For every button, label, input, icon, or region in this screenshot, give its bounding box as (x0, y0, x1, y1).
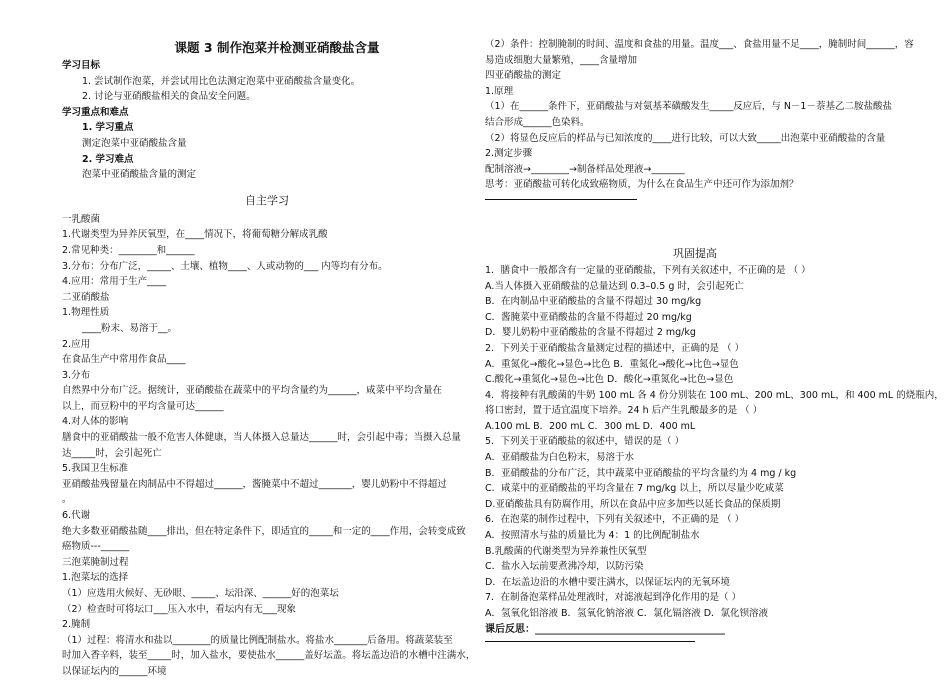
text-line: 2.测定步骤 (485, 148, 533, 160)
text-line: A．按照清水与盐的质量比为 4：1 的比例配制盐水 (485, 530, 700, 542)
text-line: 时加入香辛料，装至_____时，加入盐水，要使盐水______盖好坛盖。将坛盖边沿的水槽中注满水， (62, 650, 476, 662)
text-line: 4．将接种有乳酸菌的牛奶 100 mL 各 4 份分别装在 100 mL、200 mL、300 mL，和 400 mL 的烧瓶内， (485, 389, 944, 401)
exercise-list (485, 263, 944, 622)
answer-rule (485, 193, 637, 200)
text-line: 1. 学习重点 (82, 122, 134, 134)
text-line: 将口密封，置于适宜温度下培养。24 h 后产生乳酸最多的是 （ ） (485, 405, 763, 417)
document-title: 课题 3 制作泡菜并检测亚硝酸盐含量 (174, 40, 380, 55)
text-line: 学习重点和难点 (62, 106, 129, 118)
text-line: 测定泡菜中亚硝酸盐含量 (82, 137, 187, 149)
text-line: 癌物质---______ (62, 541, 130, 553)
text-line: ____粉末、易溶于__。 (82, 322, 178, 334)
text-line: 在食品生产中常用作食品____ (62, 354, 186, 366)
left-column (62, 0, 476, 680)
text-line: A.当人体摄入亚硝酸盐的总量达到 0.3–0.5 g 时，会引起死亡 (485, 280, 744, 292)
text-line: 泡菜中亚硝酸盐含量的测定 (82, 169, 197, 181)
left-content (62, 58, 476, 680)
text-line: 2. 讨论与亚硝酸盐相关的食品安全问题。 (82, 91, 256, 103)
text-line: 绝大多数亚硝酸盐随____排出，但在特定条件下，即适宜的_____和一定的____作用，会转变成致 (62, 525, 466, 537)
text-line: 3.分布 (62, 369, 91, 381)
text-line: A．亚硝酸盐为白色粉末，易溶于水 (485, 452, 634, 464)
text-line: 一乳酸菌 (62, 213, 101, 225)
text-line: 膳食中的亚硝酸盐一般不危害人体健康，当人体摄入总量达______时，会引起中毒；当摄入总量 (62, 432, 462, 444)
text-line: 自然界中分布广泛。据统计，亚硝酸盐在蔬菜中的平均含量约为______，咸菜中平均含量在 (62, 385, 443, 397)
text-line: A.100 mL B．200 mL C．300 mL D．400 mL (485, 420, 696, 432)
text-line: 6.代谢 (62, 510, 91, 522)
text-line: 易造成细胞大量繁殖，____含量增加 (485, 54, 638, 66)
text-line: （2）检查时可将坛口___压入水中，看坛内有无___现象 (62, 603, 297, 615)
text-line: 1.原理 (485, 85, 514, 97)
text-line: B．亚硝酸盐的分布广泛，其中蔬菜中亚硝酸盐的平均含量约为 4 mg / kg (485, 467, 797, 479)
text-line: 以上，而豆粉中的平均含量可达______ (62, 400, 224, 412)
text-line: 2．下列关于亚硝酸盐含量测定过程的描述中，正确的是 （ ） (485, 342, 745, 354)
text-line: （2）条件：控制腌制的时间、温度和食盐的用量。温度___、食盐用量不足____，腌制时间______，容 (485, 39, 914, 50)
text-line: 4.应用：常用于生产____ (62, 276, 167, 288)
text-line: （2）将显色反应后的样品与已知浓度的____进行比较，可以大致_____出泡菜中亚硝酸盐的含量 (485, 132, 886, 144)
text-line: 1.物理性质 (62, 307, 110, 319)
right-column (485, 0, 944, 642)
text-line: D．婴儿奶粉中亚硝酸盐的含量不得超过 2 mg/kg (485, 327, 696, 339)
text-line: （1）在______条件下，亚硝酸盐与对氨基苯磺酸发生_____反应后，与 N－1－萘基乙二胺盐酸盐 (485, 101, 892, 113)
text-line: 学习目标 (62, 60, 101, 71)
text-line: 达_____时，会引起死亡 (62, 447, 162, 459)
text-line: 6．在泡菜的制作过程中，下列有关叙述中，不正确的是 （ ） (485, 514, 745, 526)
text-line: 2. 学习难点 (82, 153, 134, 165)
text-line: C．盐水入坛前要煮沸冷却，以防污染 (485, 561, 644, 573)
text-line: 2.腌制 (62, 619, 91, 631)
text-line: 以保证坛内的______环境 (62, 665, 167, 677)
text-line: C．酱腌菜中亚硝酸盐的含量不得超过 20 mg/kg (485, 311, 692, 323)
text-line: A．氢氧化铝溶液 B．氢氧化钠溶液 C．氯化镉溶液 D．氯化钡溶液 (485, 608, 769, 619)
text-line: （1）过程：将清水和盐以________的质量比例配制盐水。将盐水_______后备用。将蔬菜装至 (62, 634, 453, 646)
text-line: 1.代谢类型为异养厌氧型，在____情况下，将葡萄糖分解成乳酸 (62, 229, 328, 241)
text-line: C．咸菜中的亚硝酸盐的平均含量在 7 mg/kg 以上，所以尽量少吃咸菜 (485, 483, 784, 495)
text-line: 四亚硝酸盐的测定 (485, 70, 562, 82)
text-line: 思考：亚硝酸盐可转化成致癌物质，为什么在食品生产中还可作为添加剂？ (485, 179, 799, 191)
text-line: 5．下列关于亚硝酸盐的叙述中，错误的是（ ） (485, 436, 685, 448)
text-line: D.亚硝酸盐具有防腐作用，所以在食品中应多加些以延长食品的保质期 (485, 498, 781, 510)
consolidate-heading: 巩固提高 (673, 246, 717, 260)
text-line: B．在肉制品中亚硝酸盐的含量不得超过 30 mg/kg (485, 296, 702, 308)
text-line: 亚硝酸盐残留量在肉制品中不得超过______，酱腌菜中不超过_______，婴儿奶粉中不得超过 (62, 478, 447, 490)
text-line: A．重氮化→酸化→显色→比色 B．重氮化→酸化→比色→显色 (485, 358, 739, 370)
text-line: 二亚硝酸盐 (62, 291, 110, 303)
text-line: 1. 尝试制作泡菜，并尝试用比色法测定泡菜中亚硝酸盐含量变化。 (82, 75, 361, 87)
text-line: 4.对人体的影响 (62, 416, 129, 428)
text-line: 7．在制备泡菜样品处理液时，对滤液起到净化作用的是（ ） (485, 592, 742, 604)
text-line: 配制溶液→________→制备样品处理液→_______ (485, 163, 685, 175)
text-line: 1.泡菜坛的选择 (62, 572, 129, 584)
text-line: 。 (62, 494, 72, 506)
text-line: 结合形成______色染料。 (485, 116, 590, 128)
text-line: 1．膳食中一般都含有一定量的亚硝酸盐，下列有关叙述中，不正确的是 （ ） (485, 264, 811, 276)
text-line: C.酸化→重氮化→显色→比色 D．酸化→重氮化→比色→显色 (485, 374, 734, 386)
text-line: 5.我国卫生标准 (62, 463, 129, 475)
right-content-top (485, 37, 914, 193)
text-line: 2.常见种类：________和______ (62, 244, 195, 256)
text-line: 2.应用 (62, 338, 91, 350)
text-line: D．在坛盖边沿的水槽中要注满水，以保证坛内的无氧环境 (485, 576, 730, 588)
text-line: 三泡菜腌制过程 (62, 556, 129, 568)
reflection-line: 课后反思：______________________________________ (485, 623, 725, 635)
reflection-rule (485, 637, 695, 642)
text-line: 自主学习 (245, 193, 289, 207)
text-line: （1）应选用火候好、无砂眼、_____、坛沿深、______好的泡菜坛 (62, 588, 339, 599)
text-line: B.乳酸菌的代谢类型为异养兼性厌氧型 (485, 545, 647, 557)
text-line: 3.分布：分布广泛，_____、土壤、植物____、人或动物的___ 内等均有分布。 (62, 260, 388, 272)
